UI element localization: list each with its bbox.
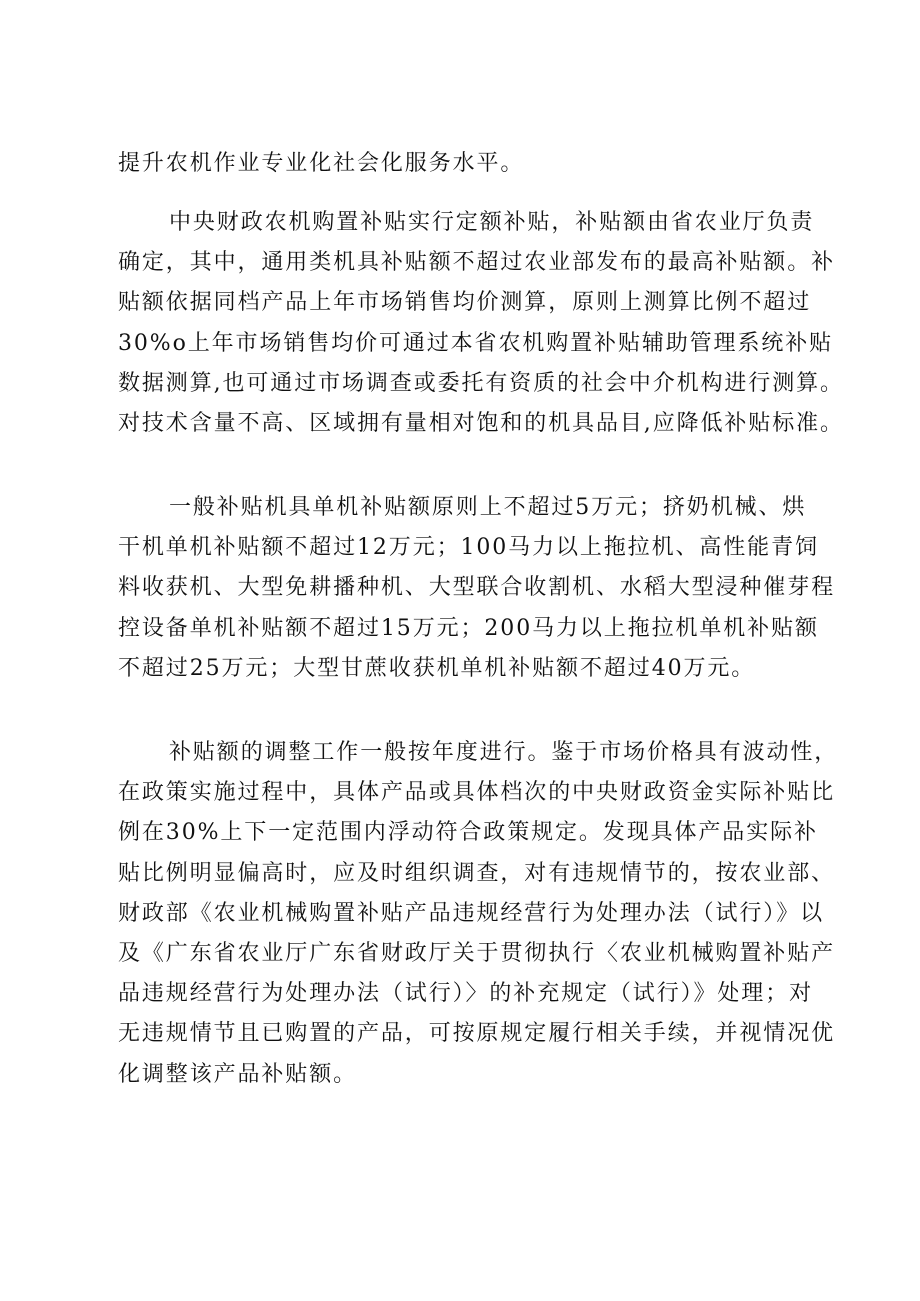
text-line: 补贴额的调整工作一般按年度进行。鉴于市场价格具有波动性， [169, 740, 839, 765]
text-line: 数据测算,也可通过市场调查或委托有资质的社会中介机构进行测算。 [118, 370, 844, 396]
text-line: 中央财政农机购置补贴实行定额补贴，补贴额由省农业厅负责 [169, 210, 815, 235]
text-line: 料收获机、大型免耕播种机、大型联合收割机、水稻大型浸种催芽程 [118, 575, 836, 601]
text-line: 提升农机作业专业化社会化服务水平。 [118, 151, 525, 176]
text-line: 控设备单机补贴额不超过15万元；200马力以上拖拉机单机补贴额 [118, 615, 819, 641]
text-line: 确定，其中，通用类机具补贴额不超过农业部发布的最高补贴额。补 [118, 250, 836, 276]
text-line: 贴比例明显偏高时，应及时组织调查，对有违规情节的，按农业部、 [118, 860, 836, 886]
paragraph-subsidy-limits [118, 488, 836, 689]
text-line: 化调整该产品补贴额。 [118, 1061, 358, 1087]
text-line: 在政策实施过程中，具体产品或具体档次的中央财政资金实际补贴比 [118, 780, 836, 806]
text-line: 贴额依据同档产品上年市场销售均价测算，原则上测算比例不超过 [118, 290, 812, 316]
text-line: 对技术含量不高、区域拥有量相对饱和的机具品目,应降低补贴标准。 [118, 410, 844, 436]
paragraph-subsidy-quota [118, 203, 844, 444]
text-line: 不超过25万元；大型甘蔗收获机单机补贴额不超过40万元。 [118, 655, 756, 681]
text-line: 品违规经营行为处理办法（试行）〉的补充规定（试行）》处理；对 [118, 981, 814, 1007]
text-line: 一般补贴机具单机补贴额原则上不超过5万元；挤奶机械、烘 [169, 495, 807, 520]
paragraph-subsidy-adjustment [118, 733, 839, 1095]
text-line: 及《广东省农业厅广东省财政厅关于贯彻执行〈农业机械购置补贴产 [118, 940, 836, 966]
text-line: 30%o上年市场销售均价可通过本省农机购置补贴辅助管理系统补贴 [118, 330, 834, 356]
text-line: 无违规情节且已购置的产品，可按原规定履行相关手续，并视情况优 [118, 1021, 836, 1047]
text-line: 干机单机补贴额不超过12万元；100马力以上拖拉机、高性能青饲 [118, 535, 819, 561]
paragraph-continuation [118, 144, 814, 184]
text-line: 财政部《农业机械购置补贴产品违规经营行为处理办法（试行）》以 [118, 900, 825, 926]
text-line: 例在30%上下一定范围内浮动符合政策规定。发现具体产品实际补 [118, 820, 818, 846]
